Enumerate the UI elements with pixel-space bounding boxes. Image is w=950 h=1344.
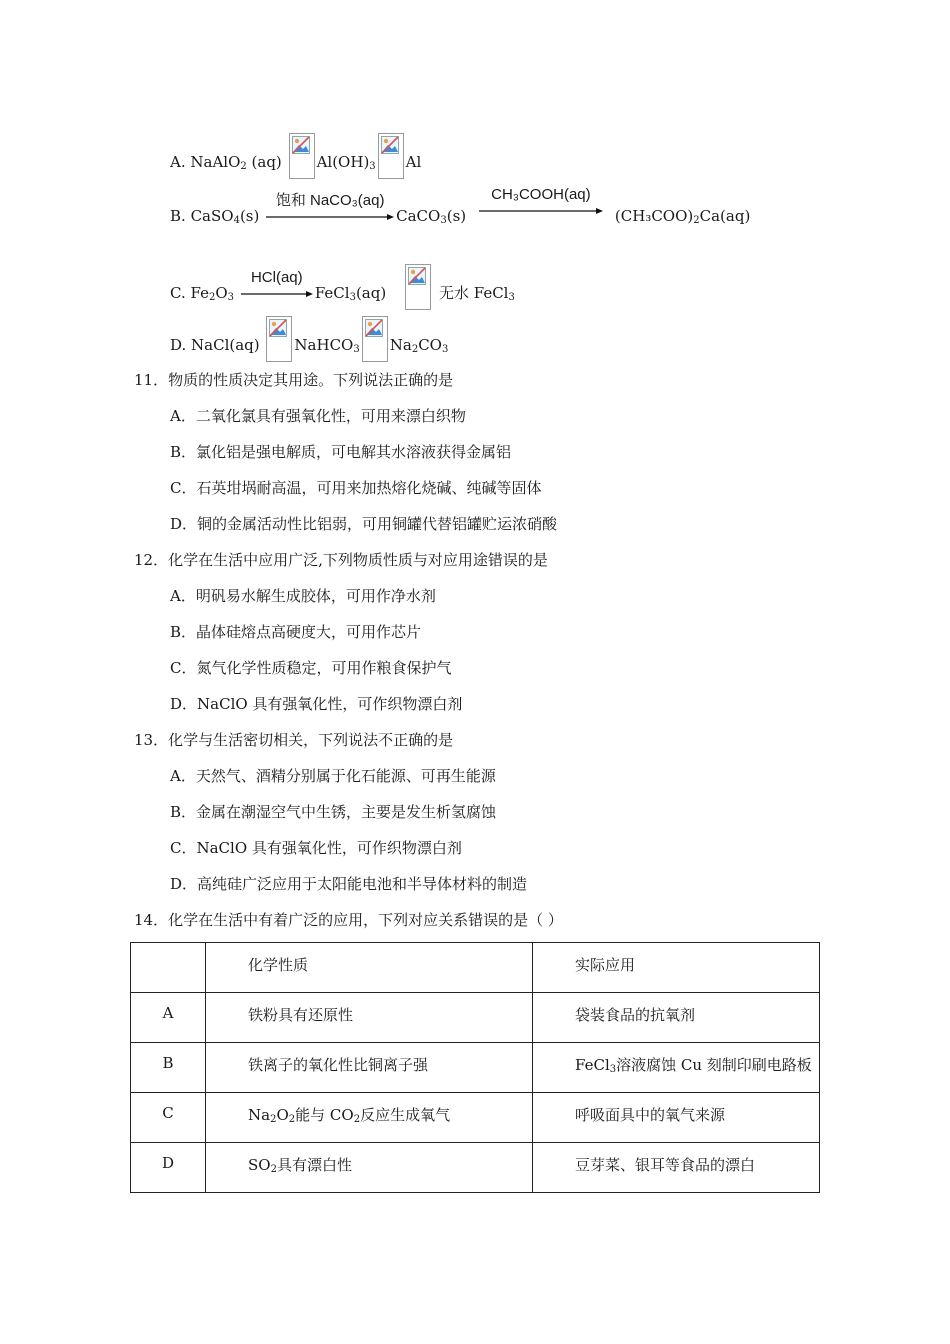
- arrow-reagent-label: CH₃COOH(aq): [491, 186, 591, 203]
- use-cell: FeCl$_3$溶液腐蚀 Cu 刻制印刷电路板: [533, 1043, 820, 1093]
- table-header-cell: 化学性质: [206, 943, 533, 993]
- q10-option-c: C. $Fe_2O_3$ HCl(aq) FeCl$_3$(aq) 无水 FeCl$_3$: [170, 264, 515, 310]
- question-13-stem: 13．化学与生活密切相关，下列说法不正确的是: [134, 731, 454, 749]
- broken-image-icon: [289, 133, 315, 179]
- broken-image-icon: [362, 316, 388, 362]
- q12-option-a: A．明矾易水解生成胶体，可用作净水剂: [170, 587, 436, 605]
- property-cell: $SO_2$具有漂白性: [206, 1143, 533, 1193]
- property-cell: $Na_2O_2$能与 $CO_2$反应生成氧气: [206, 1093, 533, 1143]
- property-cell: 铁离子的氧化性比铜离子强: [206, 1043, 533, 1093]
- q10-option-d: D. NaCl(aq) NaHCO$_3$ $Na_2CO_3$: [170, 316, 448, 362]
- row-label: B: [131, 1043, 206, 1093]
- q11-option-b: B．氯化铝是强电解质，可电解其水溶液获得金属铝: [170, 443, 512, 461]
- property-cell: 铁粉具有还原性: [206, 993, 533, 1043]
- table-header-row: [131, 943, 820, 993]
- q13-option-c: C．NaClO 具有强氧化性，可作织物漂白剂: [170, 839, 462, 857]
- q12-option-d: D．NaClO 具有强氧化性，可作织物漂白剂: [170, 695, 463, 713]
- use-cell: 袋装食品的抗氧剂: [533, 993, 820, 1043]
- row-label: D: [131, 1143, 206, 1193]
- table-row: [131, 1093, 820, 1143]
- use-cell: 呼吸面具中的氧气来源: [533, 1093, 820, 1143]
- q13-option-d: D．高纯硅广泛应用于太阳能电池和半导体材料的制造: [170, 875, 528, 893]
- q10-option-a: A. NaAlO$_2$ (aq) $Al(OH)_3$ Al: [170, 133, 421, 179]
- arrow-reagent-label: HCl(aq): [250, 269, 303, 286]
- q11-option-a: A．二氧化氯具有强氧化性，可用来漂白织物: [170, 407, 466, 425]
- broken-image-icon: [405, 264, 431, 310]
- q11-option-d: D．铜的金属活动性比铝弱，可用铜罐代替铝罐贮运浓硝酸: [170, 515, 558, 533]
- use-cell: 豆芽菜、银耳等食品的漂白: [533, 1143, 820, 1193]
- q10-option-b: B. CaSO$_4$(s) 饱和 NaCO₃(aq) CaCO$_3$(s) CH₃COOH(aq) $(CH_3COO)_2Ca(aq)$: [170, 186, 751, 226]
- reaction-arrow: [266, 192, 394, 221]
- broken-image-icon: [266, 316, 292, 362]
- table-header-cell: [131, 943, 206, 993]
- q12-option-c: C．氮气化学性质稳定，可用作粮食保护气: [170, 659, 452, 677]
- question-11-stem: 11．物质的性质决定其用途。下列说法正确的是: [134, 371, 454, 389]
- table-row: [131, 1143, 820, 1193]
- row-label: C: [131, 1093, 206, 1143]
- table-row: [131, 993, 820, 1043]
- q11-option-c: C．石英坩埚耐高温，可用来加热熔化烧碱、纯碱等固体: [170, 479, 542, 497]
- arrow-reagent-label: 饱和 NaCO₃(aq): [275, 192, 385, 209]
- question-12-stem: 12．化学在生活中应用广泛,下列物质性质与对应用途错误的是: [134, 551, 548, 569]
- table-header-cell: 实际应用: [533, 943, 820, 993]
- table-row: [131, 1043, 820, 1093]
- q13-option-b: B．金属在潮湿空气中生锈，主要是发生析氢腐蚀: [170, 803, 497, 821]
- q14-table: [130, 942, 820, 1193]
- reaction-arrow: [479, 186, 603, 215]
- question-14-stem: 14．化学在生活中有着广泛的应用，下列对应关系错误的是（ ）: [134, 911, 563, 929]
- row-label: A: [131, 993, 206, 1043]
- q13-option-a: A．天然气、酒精分别属于化石能源、可再生能源: [170, 767, 496, 785]
- reaction-arrow: [241, 269, 313, 298]
- broken-image-icon: [378, 133, 404, 179]
- q12-option-b: B．晶体硅熔点高硬度大，可用作芯片: [170, 623, 422, 641]
